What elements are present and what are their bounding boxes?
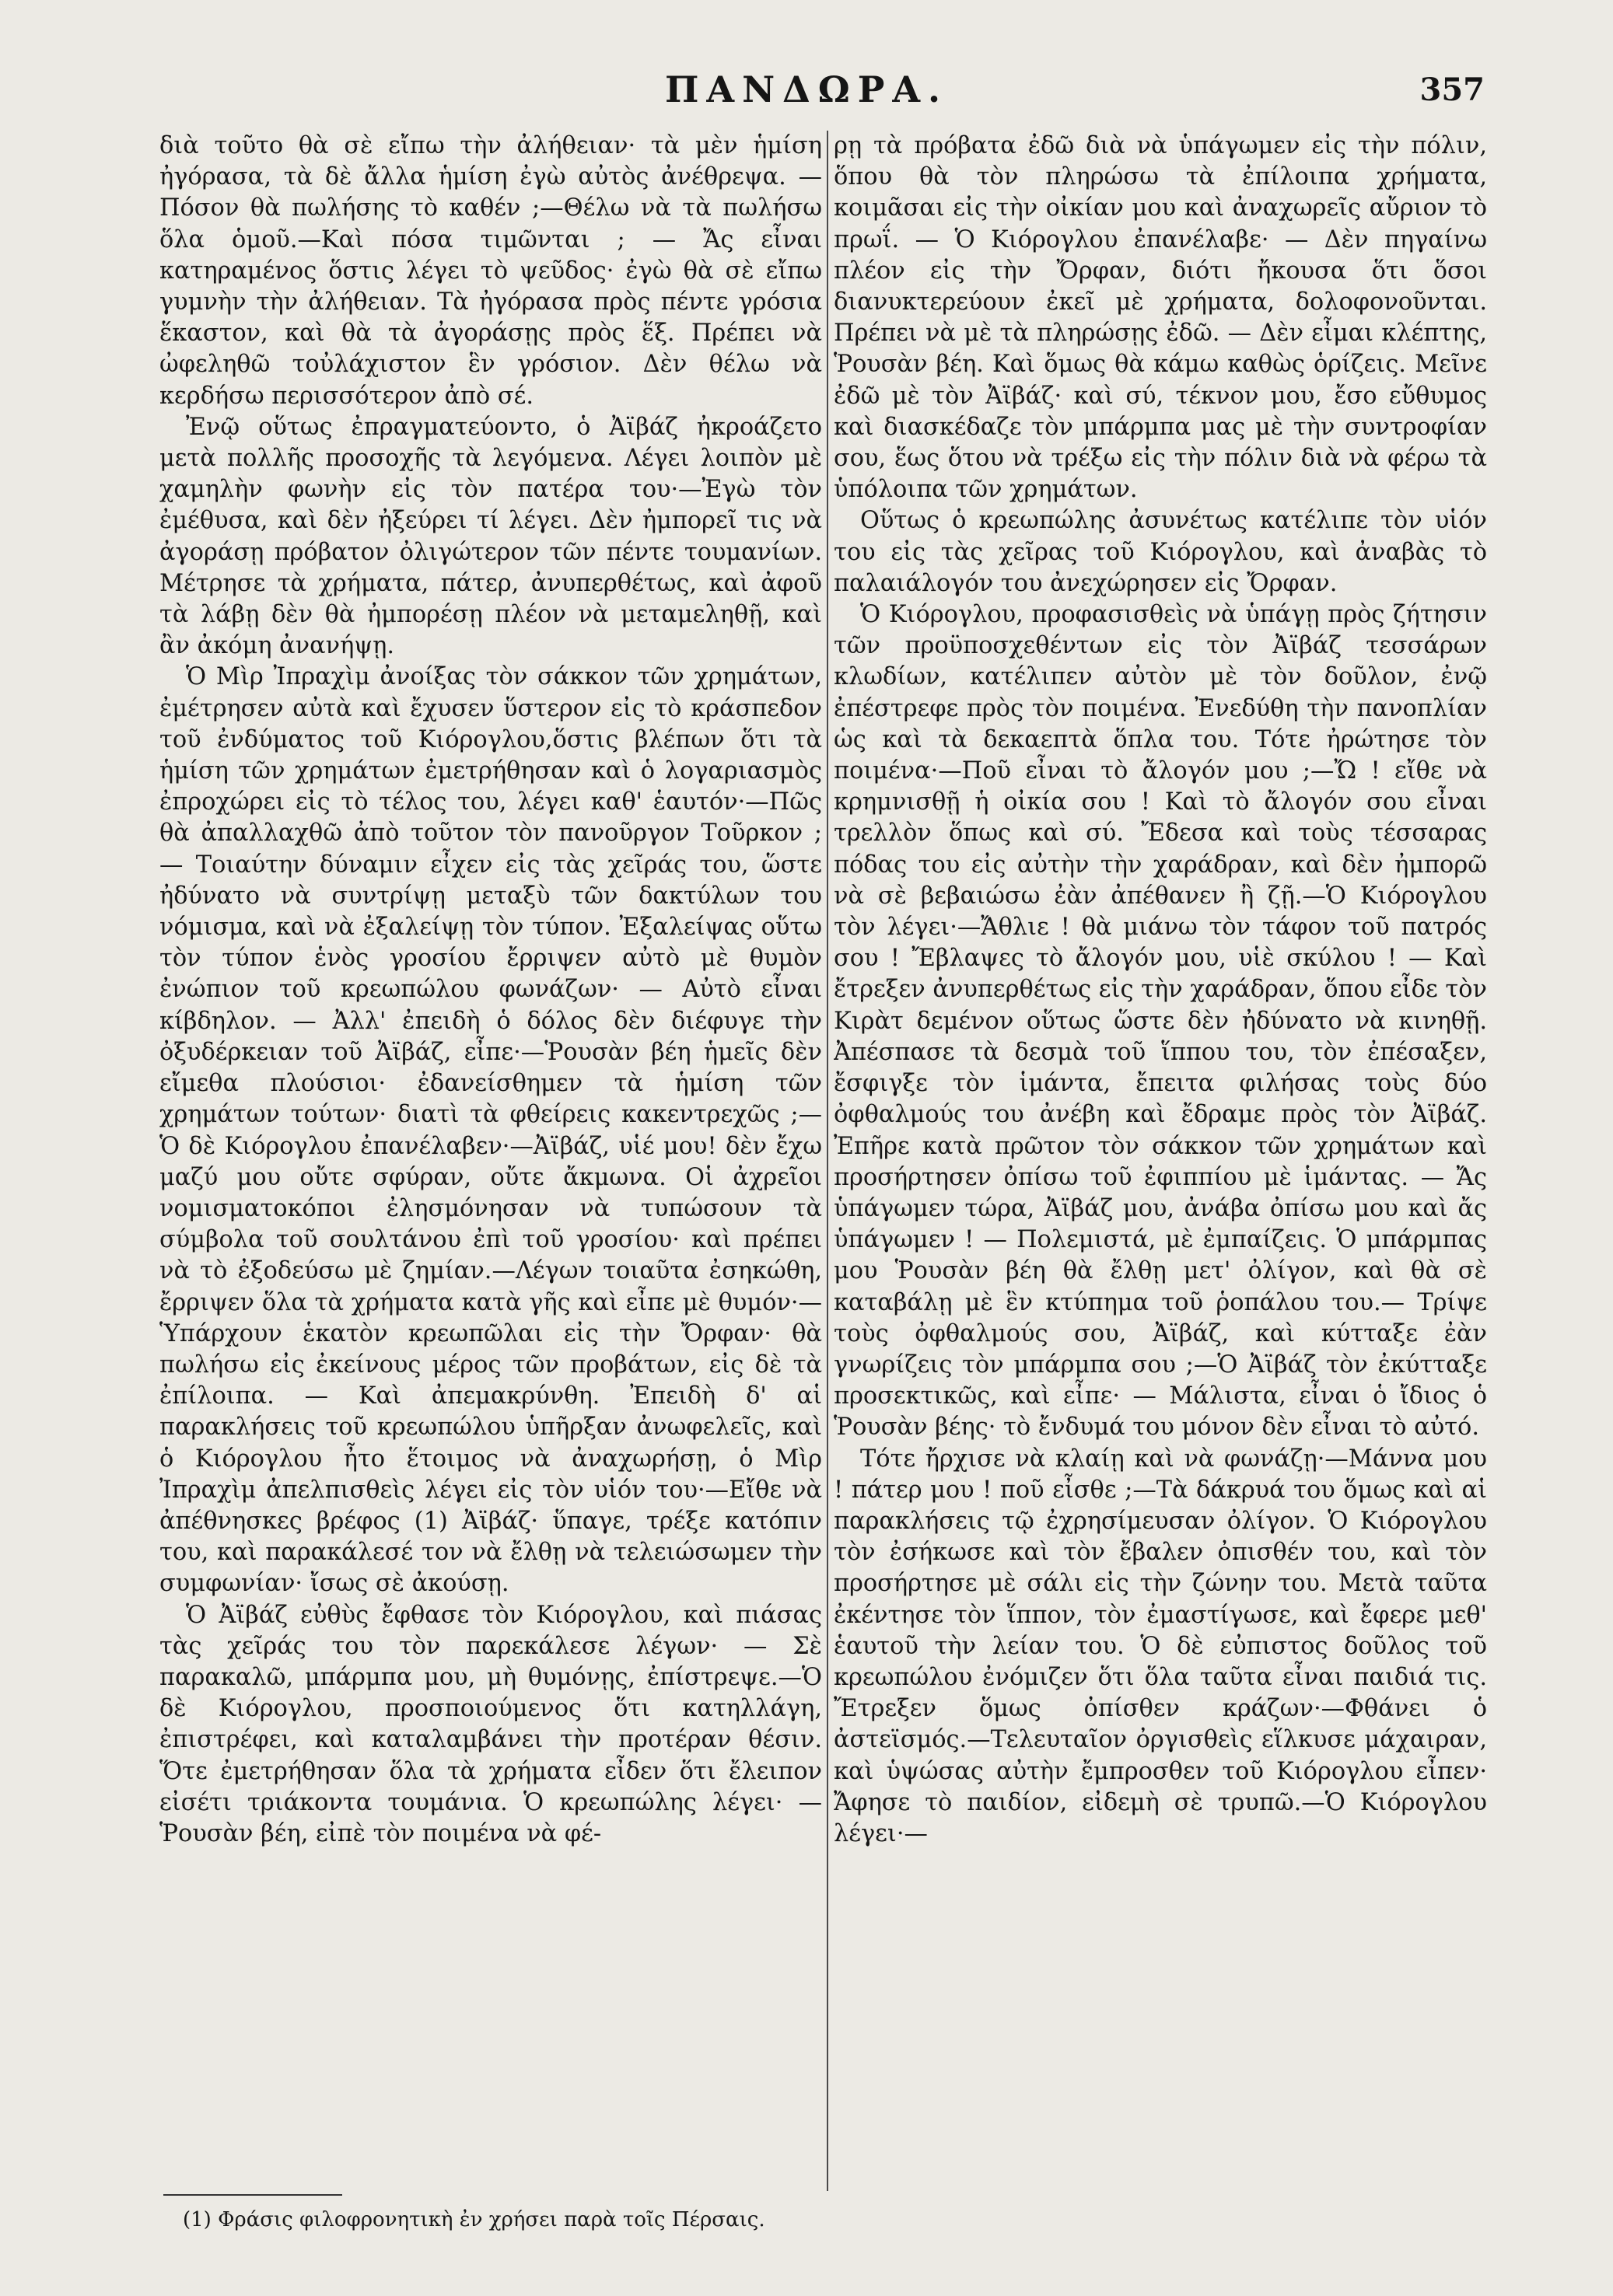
footnote: (1) Φράσις φιλοφρονητικὴ ἐν χρήσει παρὰ τοῖς Πέρσαις. bbox=[183, 2208, 765, 2231]
column-divider bbox=[827, 131, 828, 2191]
footnote-divider bbox=[163, 2194, 342, 2196]
left-paragraph-2: Ἐνῷ οὕτως ἐπραγματεύοντο, ὁ Ἀϊβάζ ἠκροάζετο μετὰ πολλῆς προσοχῆς τὰ λεγόμενα. Λέγει λοιπὸν μὲ χαμηλὴν φωνὴν εἰς τὸν πατέρα του·—Ἐγὼ τὸν ἐμέθυσα, καὶ δὲν ἠξεύρει τί λέγει. Δὲν ἠμπορεῖ τις νὰ ἀγοράσῃ πρόβατον ὀλιγώτερον τῶν πέντε τουμανίων. Μέτρησε τὰ χρήματα, πάτερ, ἀνυπερθέτως, καὶ ἀφοῦ τὰ λάβῃ δὲν θὰ ἠμπορέσῃ πλέον νὰ μεταμεληθῇ, καὶ ἂν ἀκόμη ἀνανήψῃ. bbox=[159, 413, 822, 660]
right-column bbox=[834, 131, 1487, 2191]
left-paragraph-1: διὰ τοῦτο θὰ σὲ εἴπω τὴν ἀλήθειαν· τὰ μὲν ἡμίση ἠγόρασα, τὰ δὲ ἄλλα ἡμίση ἐγὼ αὐτὸς ἀνέθρεψα. — Πόσον θὰ πωλήσης τὸ καθέν ;—Θέλω νὰ τὰ πωλήσω ὅλα ὁμοῦ.—Καὶ πόσα τιμῶνται ; — Ἄς εἶναι κατηραμένος ὅστις λέγει τὸ ψεῦδος· ἐγὼ θὰ σὲ εἴπω γυμνὴν τὴν ἀλήθειαν. Τὰ ἠγόρασα πρὸς πέντε γρόσια ἕκαστον, καὶ θὰ τὰ ἀγοράσῃς πρὸς ἕξ. Πρέπει νὰ ὠφεληθῶ τοὐλάχιστον ἓν γρόσιον. Δὲν θέλω νὰ κερδήσω περισσότερον ἀπὸ σέ. bbox=[159, 132, 822, 410]
page-title: ΠΑΝΔΩΡΑ. bbox=[664, 68, 949, 110]
right-paragraph-3: Ὁ Κιόρογλου, προφασισθεὶς νὰ ὑπάγῃ πρὸς ζήτησιν τῶν προϋποσχεθέντων εἰς τὸν Ἀϊβάζ τεσσάρων κλωδίων, κατέλιπεν αὐτὸν μὲ τὸν δοῦλον, ἐνῷ ἐπέστρεφε πρὸς τὸν ποιμένα. Ἐνεδύθη τὴν πανοπλίαν ὡς καὶ τὰ δεκαεπτὰ ὅπλα του. Τότε ἠρώτησε τὸν ποιμένα·—Ποῦ εἶναι τὸ ἄλογόν μου ;—Ὤ ! εἴθε νὰ κρημνισθῇ ἡ οἰκία σου ! Καὶ τὸ ἄλογόν σου εἶναι τρελλὸν ὅπως καὶ σύ. Ἔδεσα καὶ τοὺς τέσσαρας πόδας του εἰς αὐτὴν τὴν χαράδραν, καὶ δὲν ἠμπορῶ νὰ σὲ βεβαιώσω ἐὰν ἀπέθανεν ἢ ζῇ.—Ὁ Κιόρογλου τὸν λέγει·—Ἄθλιε ! θὰ μιάνω τὸν τάφον τοῦ πατρός σου ! Ἔβλαψες τὸ ἄλογόν μου, υἱὲ σκύλου ! — Καὶ ἔτρεξεν ἀνυπερθέτως εἰς τὴν χαράδραν, ὅπου εἶδε τὸν Κιρὰτ δεμένον οὕτως ὥστε δὲν ἠδύνατο νὰ κινηθῇ. Ἀπέσπασε τὰ δεσμὰ τοῦ ἵππου του, τὸν ἐπέσαξεν, ἔσφιγξε τὸν ἱμάντα, ἔπειτα φιλήσας τοὺς δύο ὀφθαλμούς του ἀνέβη καὶ ἔδραμε πρὸς τὸν Ἀϊβάζ. Ἐπῆρε κατὰ πρῶτον τὸν σάκκον τῶν χρημάτων καὶ προσήρτησεν ὀπίσω τοῦ ἐφιππίου μὲ ἱμάντας. — Ἄς ὑπάγωμεν τώρα, Ἀϊβάζ μου, ἀνάβα ὀπίσω μου καὶ ἄς ὑπάγωμεν ! — Πολεμιστά, μὲ ἐμπαίζεις. Ὁ μπάρμπας μου Ῥουσὰν βέη θὰ ἔλθῃ μετ' ὀλίγον, καὶ θὰ σὲ καταβάλῃ μὲ ἓν κτύπημα τοῦ ῥοπάλου του.— Τρίψε τοὺς ὀφθαλμούς σου, Ἀϊβάζ, καὶ κύτταξε ἐὰν γνωρίζεις τὸν μπάρμπα σου ;—Ὁ Ἀϊβάζ τὸν ἐκύτταξε προσεκτικῶς, καὶ εἶπε· — Μάλιστα, εἶναι ὁ ἴδιος ὁ Ῥουσὰν βέης· τὸ ἔνδυμά του μόνον δὲν εἶναι τὸ αὐτό. bbox=[834, 601, 1487, 1442]
right-paragraph-1: ρῃ τὰ πρόβατα ἐδῶ διὰ νὰ ὑπάγωμεν εἰς τὴν πόλιν, ὅπου θὰ τὸν πληρώσω τὰ ἐπίλοιπα χρήματα, κοιμᾶσαι εἰς τὴν οἰκίαν μου καὶ ἀναχωρεῖς αὔριον τὸ πρωΐ. — Ὁ Κιόρογλου ἐπανέλαβε· — Δὲν πηγαίνω πλέον εἰς τὴν Ὄρφαν, διότι ἤκουσα ὅτι ὅσοι διανυκτερεύουν ἐκεῖ μὲ χρήματα, δολοφονοῦνται. Πρέπει νὰ μὲ τὰ πληρώσῃς ἐδῶ. — Δὲν εἶμαι κλέπτης, Ῥουσὰν βέη. Καὶ ὅμως θὰ κάμω καθὼς ὁρίζεις. Μεῖνε ἐδῶ μὲ τὸν Ἀϊβάζ· καὶ σύ, τέκνον μου, ἔσο εὔθυμος καὶ διασκέδαζε τὸν μπάρμπα μας μὲ τὴν συντροφίαν σου, ἕως ὅτου νὰ τρέξω εἰς τὴν πόλιν διὰ νὰ φέρω τὰ ὑπόλοιπα τῶν χρημάτων. bbox=[834, 132, 1487, 504]
right-paragraph-2: Οὕτως ὁ κρεωπώλης ἀσυνέτως κατέλιπε τὸν υἱόν του εἰς τὰς χεῖρας τοῦ Κιόρογλου, καὶ ἀναβὰς τὸ παλαιάλογόν του ἀνεχώρησεν εἰς Ὄρφαν. bbox=[834, 507, 1487, 597]
left-paragraph-4: Ὁ Ἀϊβάζ εὐθὺς ἔφθασε τὸν Κιόρογλου, καὶ πιάσας τὰς χεῖράς του τὸν παρεκάλεσε λέγων· — Σὲ παρακαλῶ, μπάρμπα μου, μὴ θυμόνῃς, ἐπίστρεψε.—Ὁ δὲ Κιόρογλου, προσποιούμενος ὅτι κατηλλάγη, ἐπιστρέφει, καὶ καταλαμβάνει τὴν προτέραν θέσιν. Ὅτε ἐμετρήθησαν ὅλα τὰ χρήματα εἶδεν ὅτι ἔλειπον εἰσέτι τριάκοντα τουμάνια. Ὁ κρεωπώλης λέγει· — Ῥουσὰν βέη, εἰπὲ τὸν ποιμένα νὰ φέ- bbox=[159, 1601, 822, 1847]
right-paragraph-4: Τότε ἤρχισε νὰ κλαίῃ καὶ νὰ φωνάζῃ·—Μάννα μου ! πάτερ μου ! ποῦ εἶσθε ;—Τὰ δάκρυά του ὅμως καὶ αἱ παρακλήσεις τῷ ἐχρησίμευσαν ὀλίγον. Ὁ Κιόρογλου τὸν ἐσήκωσε καὶ τὸν ἔβαλεν ὀπισθέν του, καὶ τὸν προσήρτησε μὲ σάλι εἰς τὴν ζώνην του. Μετὰ ταῦτα ἐκέντησε τὸν ἵππον, τὸν ἐμαστίγωσε, καὶ ἔφερε μεθ' ἑαυτοῦ τὴν λείαν του. Ὁ δὲ εὐπιστος δοῦλος τοῦ κρεωπώλου ἐνόμιζεν ὅτι ὅλα ταῦτα εἶναι παιδιά τις. Ἔτρεξεν ὅμως ὀπίσθεν κράζων·—Φθάνει ὁ ἀστεϊσμός.—Τελευταῖον ὀργισθεὶς εἵλκυσε μάχαιραν, καὶ ὑψώσας αὐτὴν ἔμπροσθεν τοῦ Κιόρογλου εἶπεν· Ἄφησε τὸ παιδίον, εἰδεμὴ σὲ τρυπῶ.—Ὁ Κιόρογλου λέγει·— bbox=[834, 1445, 1487, 1847]
left-column bbox=[159, 131, 822, 2191]
page-number: 357 bbox=[1419, 72, 1485, 108]
left-paragraph-3: Ὁ Μὶρ Ἰπραχὶμ ἀνοίξας τὸν σάκκον τῶν χρημάτων, ἐμέτρησεν αὐτὰ καὶ ἔχυσεν ὕστερον εἰς τὸ κράσπεδον τοῦ ἐνδύματος τοῦ Κιόρογλου,ὅστις βλέπων ὅτι τὰ ἡμίση τῶν χρημάτων ἐμετρήθησαν καὶ ὁ λογαριασμὸς ἐπροχώρει εἰς τὸ τέλος του, λέγει καθ' ἑαυτόν·—Πῶς θὰ ἀπαλλαχθῶ ἀπὸ τοῦτον τὸν πανοῦργον Τοῦρκον ; — Τοιαύτην δύναμιν εἶχεν εἰς τὰς χεῖράς του, ὥστε ἠδύνατο νὰ συντρίψῃ μεταξὺ τῶν δακτύλων του νόμισμα, καὶ νὰ ἐξαλείψῃ τὸν τύπον. Ἐξαλείψας οὕτω τὸν τύπον ἑνὸς γροσίου ἔρριψεν αὐτὸ μὲ θυμὸν ἐνώπιον τοῦ κρεωπώλου φωνάζων· — Αὐτὸ εἶναι κίβδηλον. — Ἀλλ' ἐπειδὴ ὁ δόλος δὲν διέφυγε τὴν ὀξυδέρκειαν τοῦ Ἀϊβάζ, εἶπε·—Ῥουσὰν βέη ἡμεῖς δὲν εἴμεθα πλούσιοι· ἐδανείσθημεν τὰ ἡμίση τῶν χρημάτων τούτων· διατὶ τὰ φθείρεις κακεντρεχῶς ;—Ὁ δὲ Κιόρογλου ἐπανέλαβεν·—Ἀϊβάζ, υἱέ μου! δὲν ἔχω μαζύ μου οὔτε σφύραν, οὔτε ἄκμωνα. Οἱ ἀχρεῖοι νομισματοκόποι ἐλησμόνησαν νὰ τυπώσουν τὰ σύμβολα τοῦ σουλτάνου ἐπὶ τοῦ γροσίου· καὶ πρέπει νὰ τὸ ἐξοδεύσω μὲ ζημίαν.—Λέγων τοιαῦτα ἐσηκώθη, ἔρριψεν ὅλα τὰ χρήματα κατὰ γῆς καὶ εἶπε μὲ θυμόν·—Ὑπάρχουν ἑκατὸν κρεωπῶλαι εἰς τὴν Ὄρφαν· θὰ πωλήσω εἰς ἐκείνους μέρος τῶν προβάτων, εἰς δὲ τὰ ἐπίλοιπα. — Καὶ ἀπεμακρύνθη. Ἐπειδὴ δ' αἱ παρακλήσεις τοῦ κρεωπώλου ὑπῆρξαν ἀνωφελεῖς, καὶ ὁ Κιόρογλου ἦτο ἕτοιμος νὰ ἀναχωρήσῃ, ὁ Μὶρ Ἰπραχὶμ ἀπελπισθεὶς λέγει εἰς τὸν υἱόν του·—Εἴθε νὰ ἀπέθνησκες βρέφος (1) Ἀϊβάζ· ὕπαγε, τρέξε κατόπιν του, καὶ παρακάλεσέ τον νὰ ἔλθῃ νὰ τελειώσωμεν τὴν συμφωνίαν· ἴσως σὲ ἀκούσῃ. bbox=[159, 663, 822, 1598]
